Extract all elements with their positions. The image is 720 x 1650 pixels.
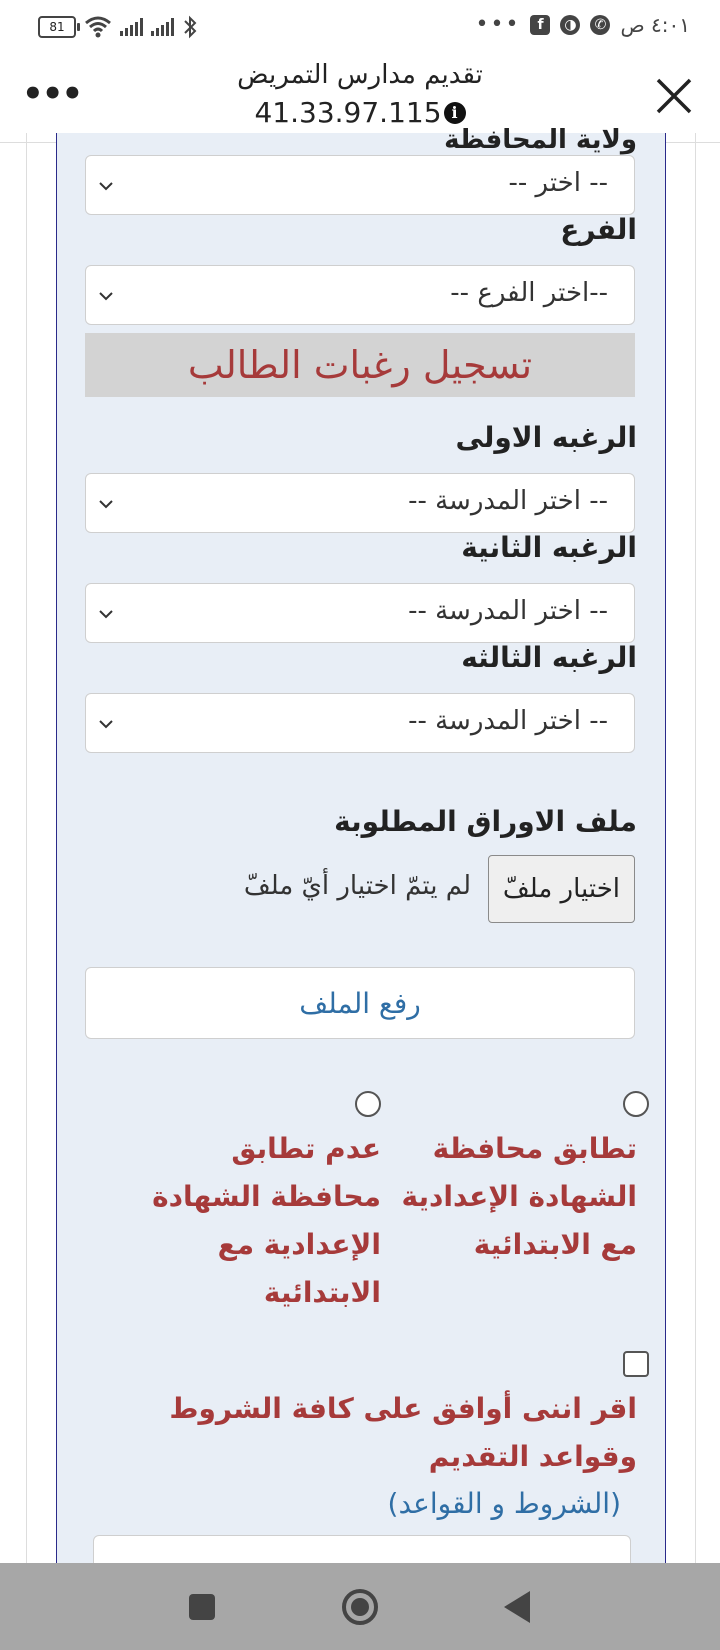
chevron-down-icon xyxy=(98,606,114,622)
file-input[interactable] xyxy=(85,855,635,925)
select-value: -- اختر المدرسة -- xyxy=(408,486,608,516)
branch-label: الفرع xyxy=(560,213,637,246)
select-value: -- اختر المدرسة -- xyxy=(408,706,608,736)
chevron-down-icon xyxy=(98,288,114,304)
chevron-down-icon xyxy=(98,716,114,732)
more-options-button[interactable]: ••• xyxy=(22,74,82,114)
radio-no-match[interactable] xyxy=(355,1091,381,1117)
choose-file-button[interactable]: اختيار ملفّ xyxy=(488,855,635,923)
app-icon: ◑ xyxy=(560,15,580,35)
agree-checkbox[interactable] xyxy=(623,1351,649,1377)
choice-3-label: الرغبه الثالثه xyxy=(461,641,637,674)
section-header: تسجيل رغبات الطالب xyxy=(85,333,635,397)
system-nav-bar xyxy=(0,1563,720,1650)
page-title: تقديم مدارس التمريض xyxy=(237,60,483,90)
choice-2-label: الرغبه الثانية xyxy=(461,531,637,564)
status-bar xyxy=(0,0,720,54)
whatsapp-icon: ✆ xyxy=(590,15,610,35)
radio-no-match-label: عدم تطابق محافظة الشهادة الإعدادية مع الابتدائية xyxy=(152,1132,381,1309)
choice-1-label: الرغبه الاولى xyxy=(455,421,637,454)
home-icon[interactable] xyxy=(336,1583,384,1631)
choice-3-select[interactable] xyxy=(85,693,635,753)
recent-apps-icon[interactable] xyxy=(178,1583,226,1631)
form-panel xyxy=(56,125,666,1593)
status-right xyxy=(476,12,690,37)
file-status: لم يتمّ اختيار أيّ ملفّ xyxy=(243,871,471,901)
choice-1-select[interactable] xyxy=(85,473,635,533)
signal-icon xyxy=(120,18,143,36)
back-icon[interactable] xyxy=(494,1583,542,1631)
chevron-down-icon xyxy=(98,178,114,194)
battery-icon: 81 xyxy=(38,16,76,38)
select-value: -- اختر -- xyxy=(508,168,608,198)
terms-link[interactable]: (الشروط و القواعد) xyxy=(387,1487,621,1520)
radio-match-label: تطابق محافظة الشهادة الإعدادية مع الابتدائية xyxy=(401,1132,637,1261)
status-icons xyxy=(38,14,198,40)
file-label: ملف الاوراق المطلوبة xyxy=(334,805,637,838)
select-value: --اختر الفرع -- xyxy=(450,278,608,308)
close-icon[interactable] xyxy=(652,74,696,118)
governorate-select[interactable] xyxy=(85,155,635,215)
facebook-icon: f xyxy=(530,15,550,35)
url-text: 41.33.97.115 xyxy=(254,96,442,129)
wifi-icon xyxy=(84,16,112,38)
branch-select[interactable] xyxy=(85,265,635,325)
choice-2-select[interactable] xyxy=(85,583,635,643)
title-block xyxy=(120,60,600,129)
signal-icon-2 xyxy=(151,18,174,36)
select-value: -- اختر المدرسة -- xyxy=(408,596,608,626)
upload-file-button[interactable]: رفع الملف xyxy=(85,967,635,1039)
agree-label: اقر اننى أوافق على كافة الشروط وقواعد التقديم xyxy=(169,1392,637,1473)
bluetooth-icon xyxy=(182,15,198,39)
more-notifications-icon: ••• xyxy=(475,12,521,37)
chevron-down-icon xyxy=(98,496,114,512)
web-content[interactable] xyxy=(0,125,720,1563)
radio-match[interactable] xyxy=(623,1091,649,1117)
clock: ٤:٠١ ص xyxy=(620,12,690,37)
governorate-label: ولاية المحافظة xyxy=(444,125,637,155)
info-icon[interactable]: i xyxy=(444,102,466,124)
